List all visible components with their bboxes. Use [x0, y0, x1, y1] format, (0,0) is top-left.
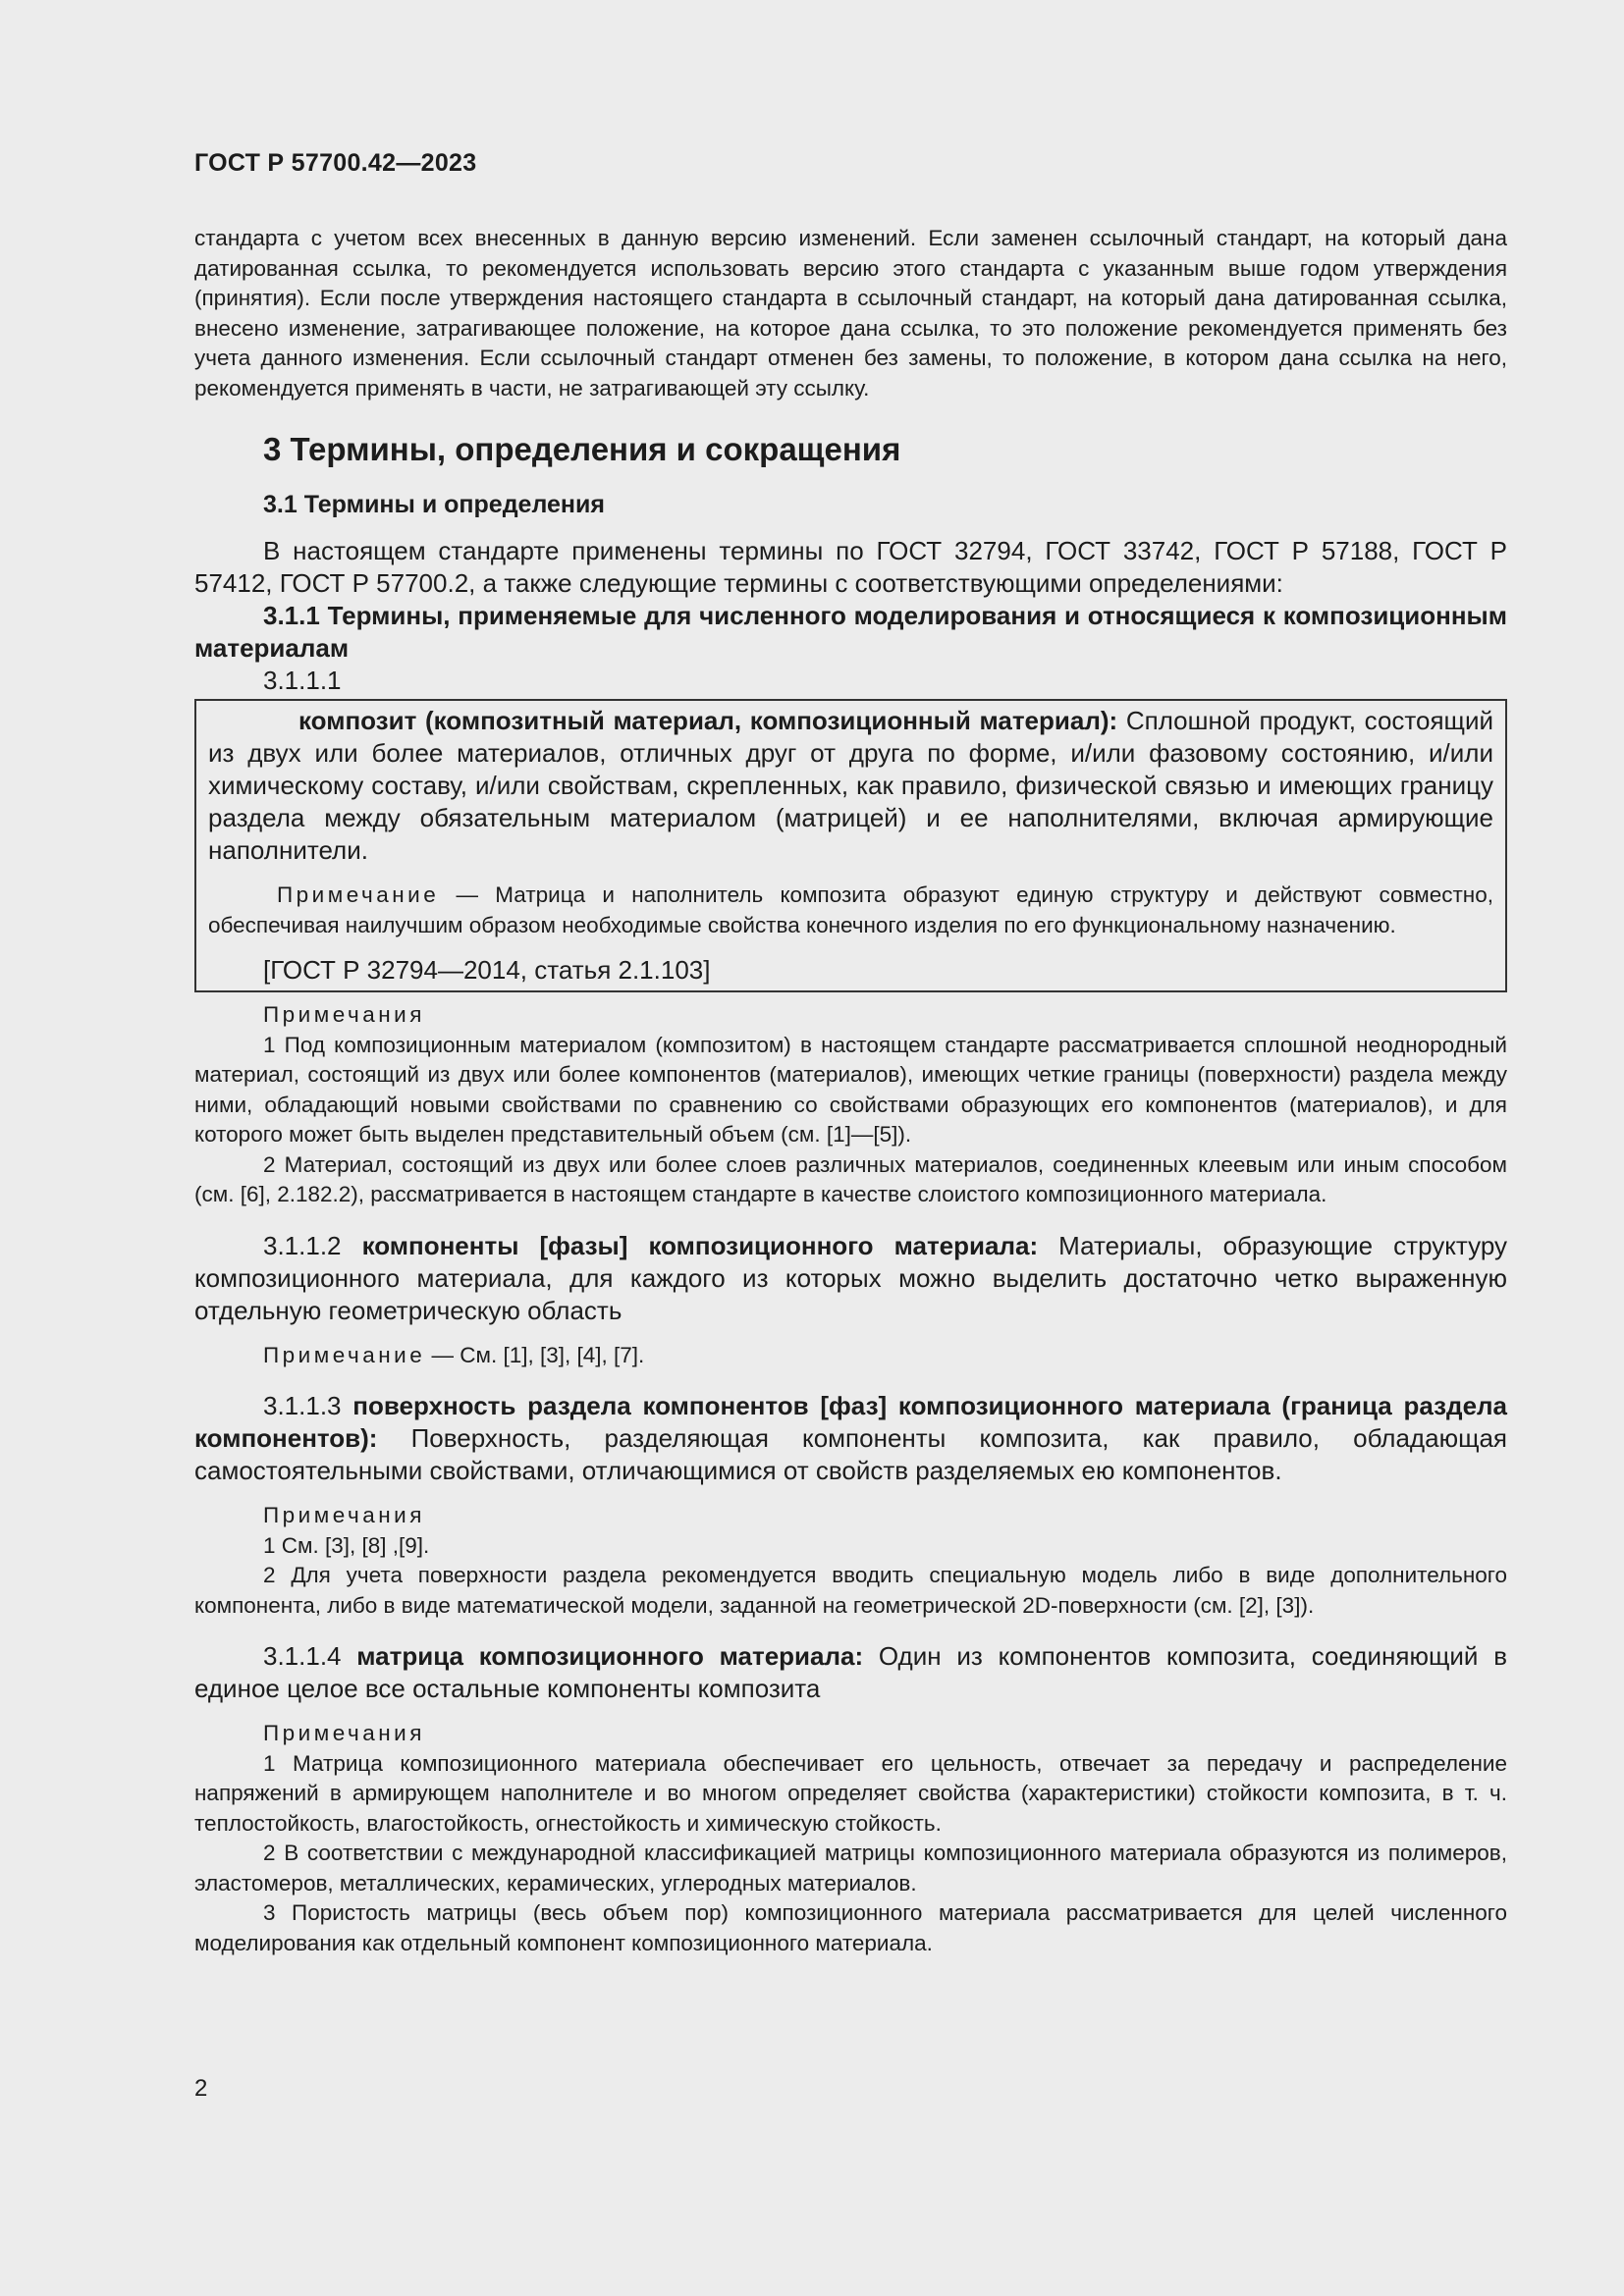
note-item: 2 Материал, состоящий из двух или более слоев различных материалов, соединенных клеевым или иным способом (см. [6], 2.182.2), рассматривается в настоящем стандарте в качестве слоистого композиционного материала.	[194, 1151, 1507, 1206]
note-label: Примечание	[277, 882, 440, 907]
term-definition: Один из компонентов композита, соединяющий в единое целое все остальные компоненты композита	[194, 1641, 1508, 1703]
terms-paragraph: В настоящем стандарте применены термины по ГОСТ 32794, ГОСТ 33742, ГОСТ Р 57188, ГОСТ Р 57412, ГОСТ Р 57700.2, а также следующие термины с соответствующими определениями:	[194, 536, 1507, 598]
term-number: 3.1.1.3	[263, 1391, 353, 1420]
term-3-1-1-1-text: Сплошной продукт, состоящий из двух или более материалов, отличных друг от друга по форме, и/или фазовому состоянию, и/или химическому составу, и/или свойствам, скрепленных, как правило, физической связью и имеющих границу раздела между обязательным материалом (матрицей) и ее наполнителями, включая армирующие наполнители.	[208, 706, 1493, 865]
term-number: 3.1.1.2	[263, 1230, 362, 1260]
page-content	[194, 224, 1507, 1958]
notes-label: Примечания	[263, 1503, 425, 1527]
note-item: 3 Пористость матрицы (весь объем пор) композиционного материала рассматривается для целей численного моделирования как отдельный компонент композиционного материала.	[194, 1900, 1507, 1955]
term-name: компоненты [фазы] композиционного материала:	[361, 1230, 1039, 1260]
term-3-1-1-2-note	[263, 1341, 1507, 1371]
note-item: 2 В соответствии с международной классификацией матрицы композиционного материала образуются из полимеров, эластомеров, металлических, керамических, углеродных материалов.	[194, 1841, 1507, 1896]
section-3-title: 3 Термины, определения и сокращения	[263, 431, 901, 467]
notes-label: Примечания	[263, 1721, 425, 1745]
term-name: матрица композиционного материала:	[356, 1641, 864, 1671]
page-header: ГОСТ Р 57700.42—2023	[194, 149, 477, 177]
subsection-3-1-1-title: 3.1.1 Термины, применяемые для численного моделирования и относящиеся к композиционным материалам	[194, 601, 1507, 663]
note-label: Примечание	[263, 1342, 426, 1367]
term-3-1-1-1-note	[208, 881, 1493, 940]
page-number: 2	[194, 2075, 208, 2102]
term-3-1-1-1-source: [ГОСТ Р 32794—2014, статья 2.1.103]	[263, 955, 711, 985]
intro-paragraph: стандарта с учетом всех внесенных в данную версию изменений. Если заменен ссылочный стандарт, на который дана датированная ссылка, то рекомендуется использовать версию этого стандарта с указанным выше годом утверждения (принятия). Если после утверждения настоящего стандарта в ссылочный стандарт, на который дана датированная ссылка, внесено изменение, затрагивающее положение, на которое дана ссылка, то это положение рекомендуется применять без учета данного изменения. Если ссылочный стандарт отменен без замены, то положение, в котором дана ссылка на него, рекомендуется применять в части, не затрагивающей эту ссылку.	[194, 226, 1507, 400]
term-3-1-1-1-definition	[196, 705, 1493, 867]
note-item: 1 Под композиционным материалом (композитом) в настоящем стандарте рассматривается сплошной неоднородный материал, состоящий из двух или более компонентов (материалов), имеющих четкие границы (поверхности) раздела между ними, обладающий новыми свойствами по сравнению со свойствами образующих его компонентов (материалов), и для которого может быть выделен представительный объем (см. [1]—[5]).	[194, 1032, 1507, 1147]
section-3-1-title: 3.1 Термины и определения	[263, 491, 605, 518]
term-definition: Материалы, образующие структуру композиционного материала, для каждого из которых можно выделить достаточно четко выраженную отдельную геометрическую область	[194, 1230, 1507, 1325]
term-3-1-1-1-number: 3.1.1.1	[263, 666, 342, 695]
note-text: — Матрица и наполнитель композита образуют единую структуру и действуют совместно, обеспечивая наилучшим образом необходимые свойства конечного изделия по его функциональному назначению.	[208, 882, 1493, 937]
note-item: 1 Матрица композиционного материала обеспечивает его цельность, отвечает за передачу и распределение напряжений в армирующем наполнителе и во многом определяет свойства (характеристики) стойкости композита, в т. ч. теплостойкость, влагостойкость, огнестойкость и химическую стойкость.	[194, 1750, 1507, 1836]
term-number: 3.1.1.4	[263, 1641, 357, 1671]
note-item: 1 См. [3], [8] ,[9].	[263, 1532, 430, 1558]
term-name: поверхность раздела компонентов [фаз] композиционного материала (граница раздела компонентов):	[194, 1391, 1507, 1453]
notes-label: Примечания	[263, 1002, 425, 1027]
term-definition: Поверхность, разделяющая компоненты композита, как правило, обладающая самостоятельными свойствами, отличающимися от свойств разделяемых ею компонентов.	[194, 1423, 1507, 1485]
term-3-1-1-1-box	[194, 699, 1507, 992]
note-text: — См. [1], [3], [4], [7].	[425, 1342, 645, 1367]
term-3-1-1-3	[194, 1390, 1507, 1487]
term-3-1-1-2	[194, 1230, 1507, 1327]
term-3-1-1-1-term: композит (композитный материал, композиционный материал):	[298, 706, 1118, 735]
term-3-1-1-4	[194, 1640, 1507, 1705]
note-item: 2 Для учета поверхности раздела рекомендуется вводить специальную модель либо в виде дополнительного компонента, либо в виде математической модели, заданной на геометрической 2D-поверхности (см. [2], [3]).	[194, 1563, 1507, 1618]
